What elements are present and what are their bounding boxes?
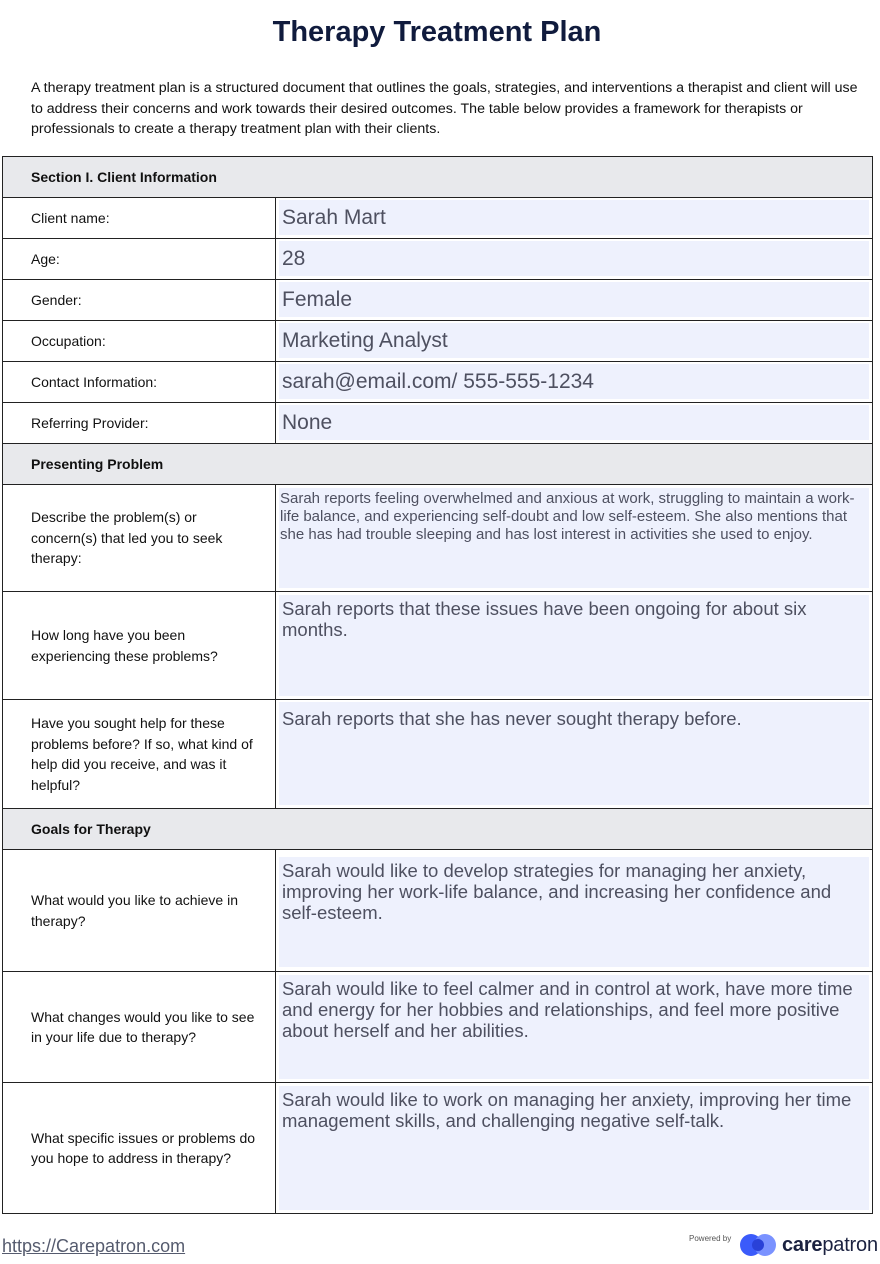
powered-by-label: Powered by	[689, 1234, 732, 1243]
problem-duration-field[interactable]: Sarah reports that these issues have been ongoing for about six months.	[279, 595, 869, 696]
table-row	[3, 1083, 873, 1214]
age-label: Age:	[3, 239, 276, 280]
life-changes-label: What changes would you like to see in your life due to therapy?	[3, 972, 276, 1083]
prior-help-label: Have you sought help for these problems before? If so, what kind of help did you receive, and was it helpful?	[3, 700, 276, 809]
prior-help-field[interactable]: Sarah reports that she has never sought therapy before.	[279, 702, 869, 805]
age-field[interactable]: 28	[279, 241, 869, 276]
section-heading: Presenting Problem	[3, 444, 873, 485]
client-name-label: Client name:	[3, 198, 276, 239]
table-row	[3, 700, 873, 809]
client-name-field[interactable]: Sarah Mart	[279, 200, 869, 235]
occupation-field[interactable]: Marketing Analyst	[279, 323, 869, 358]
section-header-row	[3, 444, 873, 485]
table-row	[3, 239, 873, 280]
life-changes-field[interactable]: Sarah would like to feel calmer and in control at work, have more time and energy for her hobbies and relationships, and feel more positive about herself and her abilities.	[279, 975, 869, 1079]
table-row	[3, 321, 873, 362]
carepatron-logo-icon	[740, 1232, 778, 1258]
page-title: Therapy Treatment Plan	[272, 16, 602, 48]
problem-description-field[interactable]: Sarah reports feeling overwhelmed and anxious at work, struggling to maintain a work-life balance, and experiencing self-doubt and low self-esteem. She also mentions that she has had trouble sleeping and has lost interest in activities she used to enjoy.	[279, 488, 869, 588]
contact-info-field[interactable]: sarah@email.com/ 555-555-1234	[279, 364, 869, 399]
section-header-row	[3, 157, 873, 198]
table-row	[3, 362, 873, 403]
gender-label: Gender:	[3, 280, 276, 321]
intro-paragraph: A therapy treatment plan is a structured document that outlines the goals, strategies, and interventions a therapist and client will use to address their concerns and work towards their desired outcomes. The table below provides a framework for therapists or professionals to create a therapy treatment plan with their clients.	[31, 80, 858, 137]
table-row	[3, 850, 873, 972]
table-row	[3, 485, 873, 592]
table-row	[3, 280, 873, 321]
table-row	[3, 198, 873, 239]
problem-description-label: Describe the problem(s) or concern(s) that led you to seek therapy:	[3, 485, 276, 592]
carepatron-logo	[740, 1232, 878, 1258]
occupation-label: Occupation:	[3, 321, 276, 362]
table-row	[3, 403, 873, 444]
carepatron-link[interactable]: https://Carepatron.com	[2, 1236, 186, 1256]
therapy-achieve-label: What would you like to achieve in therapy?	[3, 850, 276, 972]
specific-issues-field[interactable]: Sarah would like to work on managing her anxiety, improving her time management skills, and challenging negative self-talk.	[279, 1086, 869, 1210]
therapy-achieve-field[interactable]: Sarah would like to develop strategies for managing her anxiety, improving her work-life balance, and increasing her confidence and self-esteem.	[279, 857, 869, 967]
table-row	[3, 592, 873, 700]
section-heading: Section I. Client Information	[3, 157, 873, 198]
table-row	[3, 972, 873, 1083]
section-header-row	[3, 809, 873, 850]
specific-issues-label: What specific issues or problems do you hope to address in therapy?	[3, 1083, 276, 1214]
gender-field[interactable]: Female	[279, 282, 869, 317]
problem-duration-label: How long have you been experiencing these problems?	[3, 592, 276, 700]
contact-info-label: Contact Information:	[3, 362, 276, 403]
section-heading: Goals for Therapy	[3, 809, 873, 850]
brand-name: carepatron	[782, 1233, 878, 1256]
treatment-plan-table	[2, 156, 873, 1214]
referring-provider-label: Referring Provider:	[3, 403, 276, 444]
referring-provider-field[interactable]: None	[279, 405, 869, 440]
